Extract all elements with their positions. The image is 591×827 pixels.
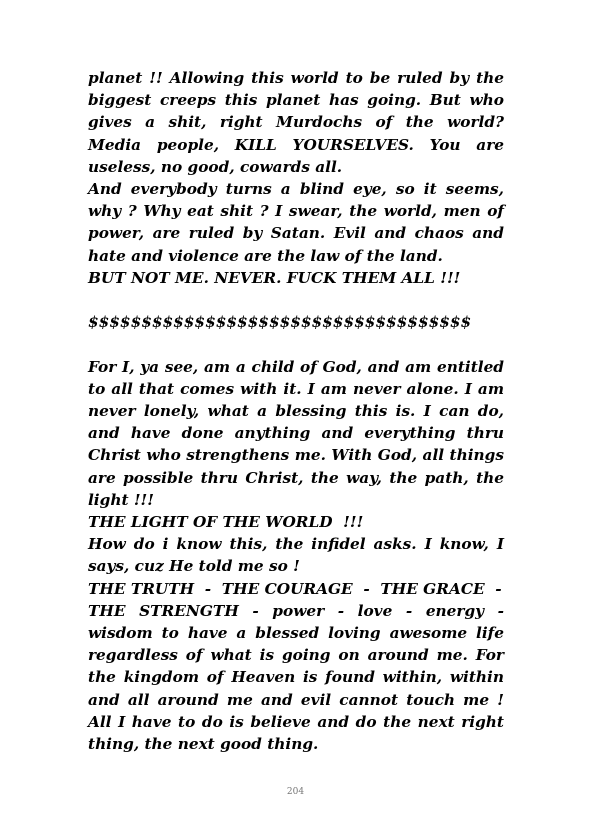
paragraph: THE STRENGTH - power - love - energy - wisdom to have a blessed loving awesome life regardless of what is going on around me. For the kingdom of Heaven is found within, within and all around me and evil cannot touch me ! All I have to do is believe and do the next right thing, the next good thing. — [88, 601, 504, 754]
paragraph: BUT NOT ME. NEVER. FUCK THEM ALL !!! — [88, 268, 461, 287]
page-number: 204 — [286, 787, 305, 797]
blank-line — [88, 289, 504, 311]
separator-line: $$$$$$$$$$$$$$$$$$$$$$$$$$$$$$$$$$$$ — [88, 313, 472, 332]
paragraph: THE TRUTH - THE COURAGE - THE GRACE - — [88, 579, 502, 598]
paragraph: How do i know this, the infidel asks. I know, I says, cuz He told me so ! — [88, 535, 504, 576]
blank-line — [88, 333, 504, 355]
paragraph: planet !! Allowing this world to be ruled by the biggest creeps this planet has going. But who gives a shit, right Murdochs of the world? Media people, KILL YOURSELVES. You are useless, no good, cowards all. — [88, 69, 504, 176]
paragraph: And everybody turns a blind eye, so it seems, why ? Why eat shit ? I swear, the world, men of power, are ruled by Satan. Evil and chaos and hate and violence are the law of the land. — [88, 180, 504, 265]
paragraph: THE LIGHT OF THE WORLD !!! — [88, 513, 364, 532]
paragraph: For I, ya see, am a child of God, and am entitled to all that comes with it. I am never alone. I am never lonely, what a blessing this is. I can do, and have done anything and everything thru Christ who strengthens me. With God, all things are possible thru Christ, the way, the path, the light !!! — [88, 357, 504, 509]
body-text — [88, 67, 504, 755]
